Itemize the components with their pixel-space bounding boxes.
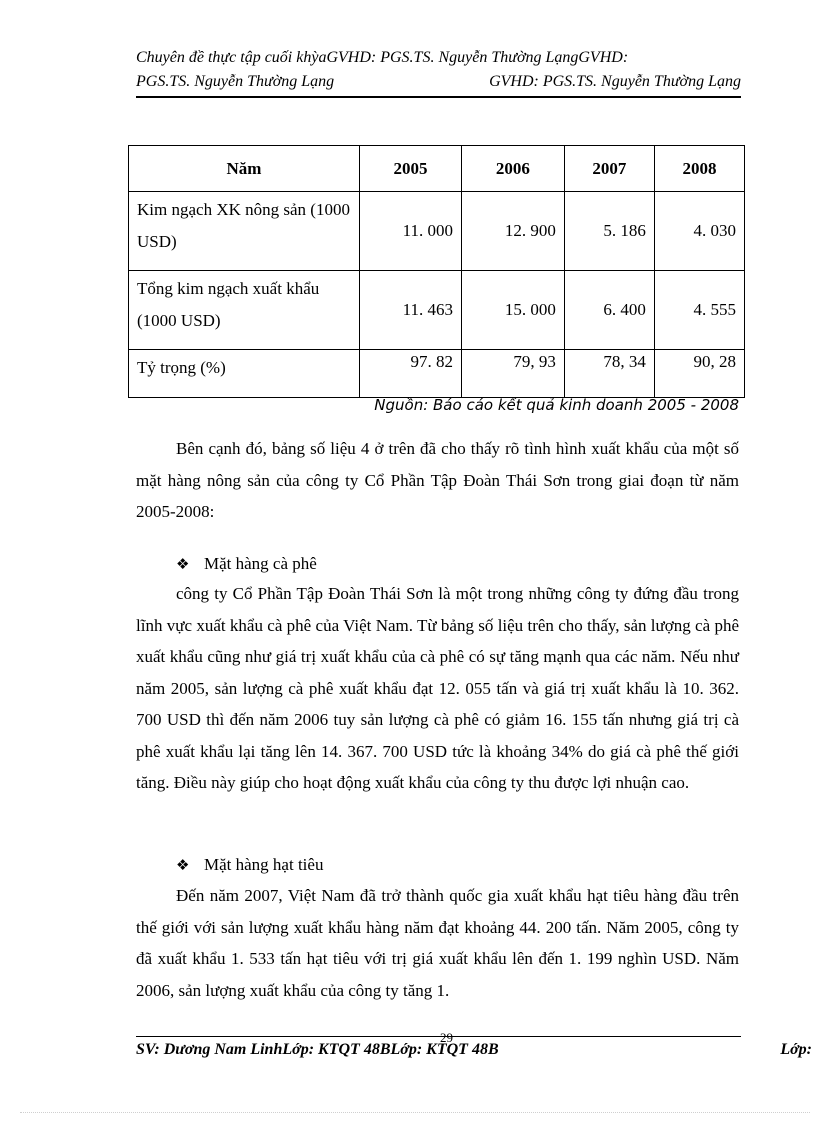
table-cell: 97. 82	[360, 350, 462, 398]
paragraph-intro	[136, 433, 739, 528]
table-source-note: Nguồn: Báo cáo kết quả kinh doanh 2005 - 2008	[374, 396, 739, 414]
header-line-2	[136, 70, 741, 94]
table-header-cell: Năm	[129, 146, 360, 192]
table-header-cell: 2008	[654, 146, 744, 192]
table-cell: 12. 900	[461, 192, 564, 271]
table-row	[129, 350, 745, 398]
table-header-cell: 2006	[461, 146, 564, 192]
table-header-row	[129, 146, 745, 192]
page-header	[136, 46, 741, 94]
table-cell: 4. 030	[654, 192, 744, 271]
paragraph-text: công ty Cổ Phần Tập Đoàn Thái Sơn là một trong những công ty đứng đầu trong lĩnh vực xuất khẩu cà phê của Việt Nam. Từ bảng số liệu trên cho thấy, sản lượng cà phê xuất khẩu cũng như giá trị xuất khẩu của cà phê có sự tăng mạnh qua các năm. Nếu như năm 2005, sản lượng cà phê xuất khẩu đạt 12. 055 tấn và giá trị xuất khẩu là 10. 362. 700 USD thì đến năm 2006 tuy sản lượng cà phê có giảm 16. 155 tấn nhưng giá trị cà phê xuất khẩu lại tăng lên 14. 367. 700 USD tức là khoảng 34% do giá cà phê thế giới tăng. Điều này giúp cho hoạt động xuất khẩu của công ty thu được lợi nhuận cao.	[136, 584, 739, 792]
footer-divider	[136, 1036, 741, 1037]
header-line-2-left: PGS.TS. Nguyễn Thường Lạng	[136, 73, 335, 90]
table-header-cell: 2005	[360, 146, 462, 192]
table-cell: 5. 186	[564, 192, 654, 271]
table-cell: 78, 34	[564, 350, 654, 398]
table-row	[129, 271, 745, 350]
table-row	[129, 192, 745, 271]
paragraph-pepper	[136, 880, 739, 1006]
footer-left: SV: Dương Nam LinhLớp: KTQT 48BLớp: KTQT 48B	[136, 1041, 499, 1058]
table-cell: 11. 000	[360, 192, 462, 271]
row-label: Kim ngạch XK nông sản (1000 USD)	[129, 192, 360, 271]
bullet-pepper	[176, 853, 323, 877]
header-divider	[136, 96, 741, 98]
table-cell: 4. 555	[654, 271, 744, 350]
row-label: Tổng kim ngạch xuất khẩu (1000 USD)	[129, 271, 360, 350]
paragraph-text: Đến năm 2007, Việt Nam đã trở thành quốc gia xuất khẩu hạt tiêu hàng đầu trên thế giới với sản lượng xuất khẩu hàng năm đạt khoảng 44. 200 tấn. Năm 2005, công ty đã xuất khẩu 1. 533 tấn hạt tiêu với trị giá xuất khẩu lên đến 1. 199 nghìn USD. Năm 2006, sản lượng xuất khẩu của công ty tăng 1.	[136, 886, 739, 1000]
bullet-coffee	[176, 552, 317, 576]
export-table	[128, 145, 745, 398]
table-cell: 6. 400	[564, 271, 654, 350]
page-number: 29	[440, 1030, 453, 1045]
table-header-cell: 2007	[564, 146, 654, 192]
header-line-1: Chuyên đề thực tập cuối khỳaGVHD: PGS.TS. Nguyễn Thường LạngGVHD:	[136, 49, 629, 66]
bullet-label: Mặt hàng hạt tiêu	[204, 855, 324, 874]
four-diamond-bullet-icon: ❖	[176, 555, 190, 573]
footer-right: Lớp:	[780, 1041, 812, 1058]
row-label: Tỷ trọng (%)	[129, 350, 360, 398]
bullet-label: Mặt hàng cà phê	[204, 554, 317, 573]
paragraph-text: Bên cạnh đó, bảng số liệu 4 ở trên đã cho thấy rõ tình hình xuất khẩu của một số mặt hàng nông sản của công ty Cổ Phần Tập Đoàn Thái Sơn trong giai đoạn từ năm 2005-2008:	[136, 439, 739, 521]
table-cell: 79, 93	[461, 350, 564, 398]
table-cell: 15. 000	[461, 271, 564, 350]
page-bottom-dotted-line	[20, 1112, 810, 1113]
header-line-2-right: GVHD: PGS.TS. Nguyễn Thường Lạng	[489, 73, 741, 90]
table-cell: 90, 28	[654, 350, 744, 398]
four-diamond-bullet-icon: ❖	[176, 856, 190, 874]
paragraph-coffee	[136, 578, 739, 799]
table-cell: 11. 463	[360, 271, 462, 350]
